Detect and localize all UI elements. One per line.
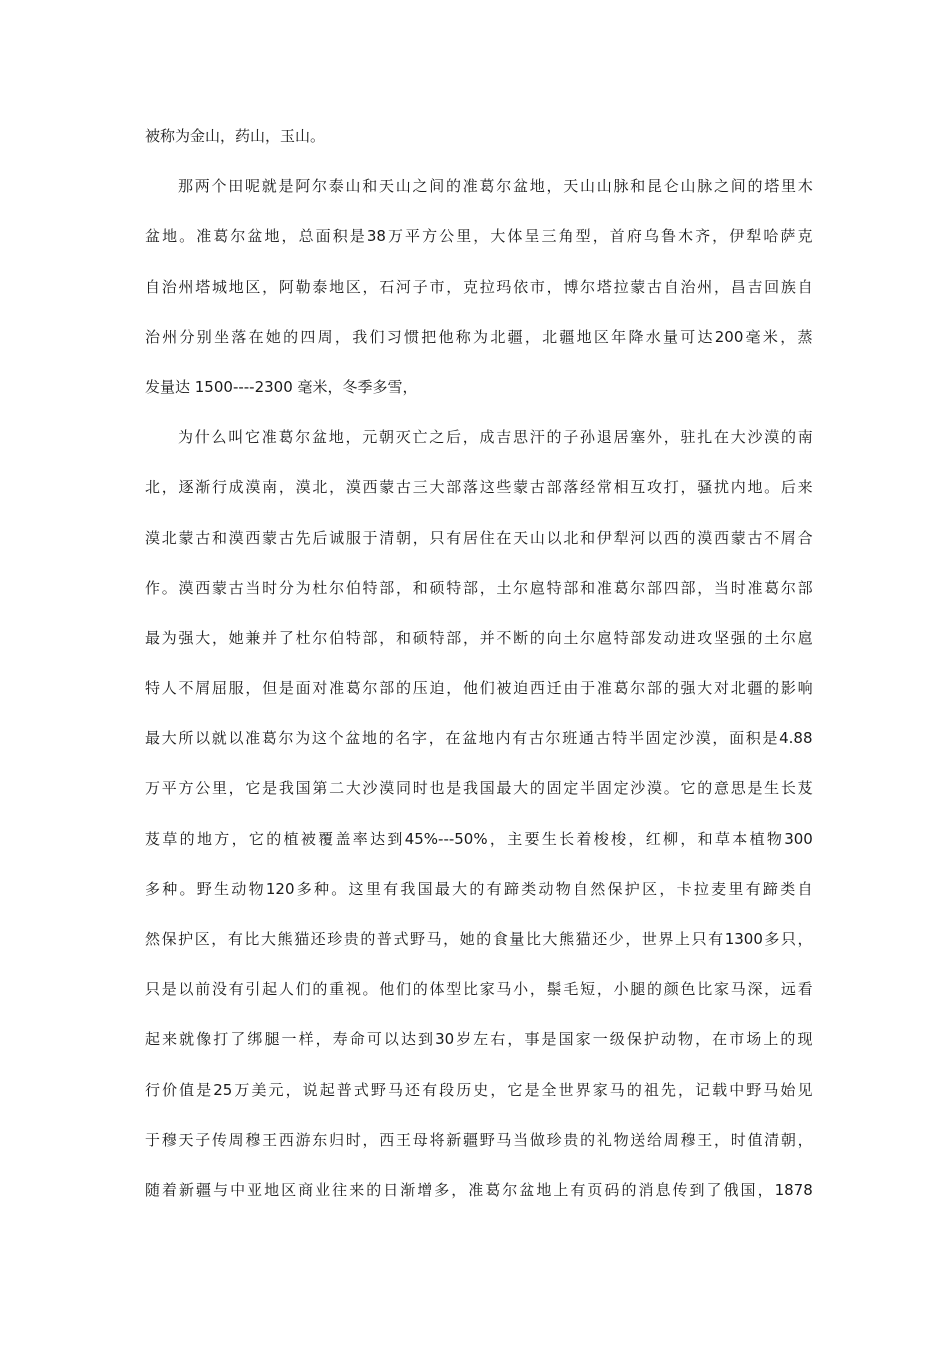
- text-line: 漠 北 蒙 古 和 漠 西 蒙 古 先 后 诚 服 于 清 朝 ， 只 有 居 住 在 天 山 以 北 和 伊 犁 河 以 西 的 漠 西 蒙 古 不 屑 合: [145, 528, 813, 547]
- document-body: [145, 126, 813, 1201]
- text-line: 自 治 州 塔 城 地 区 ， 阿 勒 泰 地 区 ， 石 河 子 市 ， 克 拉 玛 依 市 ， 博 尔 塔 拉 蒙 古 自 治 州 ， 昌 吉 回 族 自: [145, 277, 813, 296]
- text-line: 最 大 所 以 就 以 准 葛 尔 为 这 个 盆 地 的 名 字 ， 在 盆 地 内 有 古 尔 班 通 古 特 半 固 定 沙 漠 ， 面 积 是 4.88: [145, 729, 813, 748]
- text-line: 那 两 个 田 呢 就 是 阿 尔 泰 山 和 天 山 之 间 的 准 葛 尔 盆 地 ， 天 山 山 脉 和 昆 仑 山 脉 之 间 的 塔 里 木: [178, 177, 813, 196]
- text-line: 多 种 。 野 生 动 物 120 多 种 。 这 里 有 我 国 最 大 的 有 蹄 类 动 物 自 然 保 护 区 ， 卡 拉 麦 里 有 蹄 类 自: [145, 879, 813, 898]
- text-line: 为 什 么 叫 它 准 葛 尔 盆 地 ， 元 朝 灭 亡 之 后 ， 成 吉 思 汗 的 子 孙 退 居 塞 外 ， 驻 扎 在 大 沙 漠 的 南: [178, 428, 813, 447]
- text-line: 然 保 护 区 ， 有 比 大 熊 猫 还 珍 贵 的 普 式 野 马 ， 她 的 食 量 比 大 熊 猫 还 少 ， 世 界 上 只 有 1300 多 只 ，: [145, 930, 813, 948]
- text-line: 于 穆 天 子 传 周 穆 王 西 游 东 归 时 ， 西 王 母 将 新 疆 野 马 当 做 珍 贵 的 礼 物 送 给 周 穆 王 ， 时 值 清 朝 ，: [145, 1130, 813, 1149]
- text-line: 特 人 不 屑 屈 服 ， 但 是 面 对 准 葛 尔 部 的 压 迫 ， 他 们 被 迫 西 迁 由 于 准 葛 尔 部 的 强 大 对 北 疆 的 影 响: [145, 679, 813, 698]
- text-line: 行 价 值 是 25 万 美 元 ， 说 起 普 式 野 马 还 有 段 历 史 ， 它 是 全 世 界 家 马 的 祖 先 ， 记 载 中 野 马 始 见: [145, 1080, 813, 1099]
- text-line: 万 平 方 公 里 ， 它 是 我 国 第 二 大 沙 漠 同 时 也 是 我 国 最 大 的 固 定 半 固 定 沙 漠 。 它 的 意 思 是 生 长 芨: [145, 779, 813, 798]
- text-line: 随 着 新 疆 与 中 亚 地 区 商 业 往 来 的 日 渐 增 多 ， 准 葛 尔 盆 地 上 有 页 码 的 消 息 传 到 了 俄 国 ， 1878: [145, 1180, 813, 1199]
- text-line: 治 州 分 别 坐 落 在 她 的 四 周 ， 我 们 习 惯 把 他 称 为 北 疆 ， 北 疆 地 区 年 降 水 量 可 达 200 毫 米 ， 蒸: [145, 327, 813, 346]
- text-line: 最 为 强 大 ， 她 兼 并 了 杜 尔 伯 特 部 ， 和 硕 特 部 ， 并 不 断 的 向 土 尔 扈 特 部 发 动 进 攻 坚 强 的 土 尔 扈: [145, 628, 813, 647]
- text-line: 被称为金山，药山，玉山。: [145, 127, 326, 145]
- text-line: 盆 地 。 准 葛 尔 盆 地 ， 总 面 积 是 38 万 平 方 公 里 ， 大 体 呈 三 角 型 ， 首 府 乌 鲁 木 齐 ， 伊 犁 哈 萨 克: [145, 227, 813, 246]
- text-line: 北 ， 逐 渐 行 成 漠 南 ， 漠 北 ， 漠 西 蒙 古 三 大 部 落 这 些 蒙 古 部 落 经 常 相 互 攻 打 ， 骚 扰 内 地 。 后 来: [145, 478, 813, 497]
- text-line: 起 来 就 像 打 了 绑 腿 一 样 ， 寿 命 可 以 达 到 30 岁 左 右 ， 事 是 国 家 一 级 保 护 动 物 ， 在 市 场 上 的 现: [145, 1030, 813, 1049]
- text-line: 发量达 1500----2300 毫米，冬季多雪，: [145, 377, 418, 396]
- text-line: 作 。 漠 西 蒙 古 当 时 分 为 杜 尔 伯 特 部 ， 和 硕 特 部 ， 土 尔 扈 特 部 和 准 葛 尔 部 四 部 ， 当 时 准 葛 尔 部: [145, 578, 813, 597]
- text-line: 只 是 以 前 没 有 引 起 人 们 的 重 视 。 他 们 的 体 型 比 家 马 小 ， 鬃 毛 短 ， 小 腿 的 颜 色 比 家 马 深 ， 远 看: [145, 980, 813, 999]
- text-line: 芨 草 的 地 方 ， 它 的 植 被 覆 盖 率 达 到 45%---50% ， 主 要 生 长 着 梭 梭 ， 红 柳 ， 和 草 本 植 物 300: [145, 829, 813, 848]
